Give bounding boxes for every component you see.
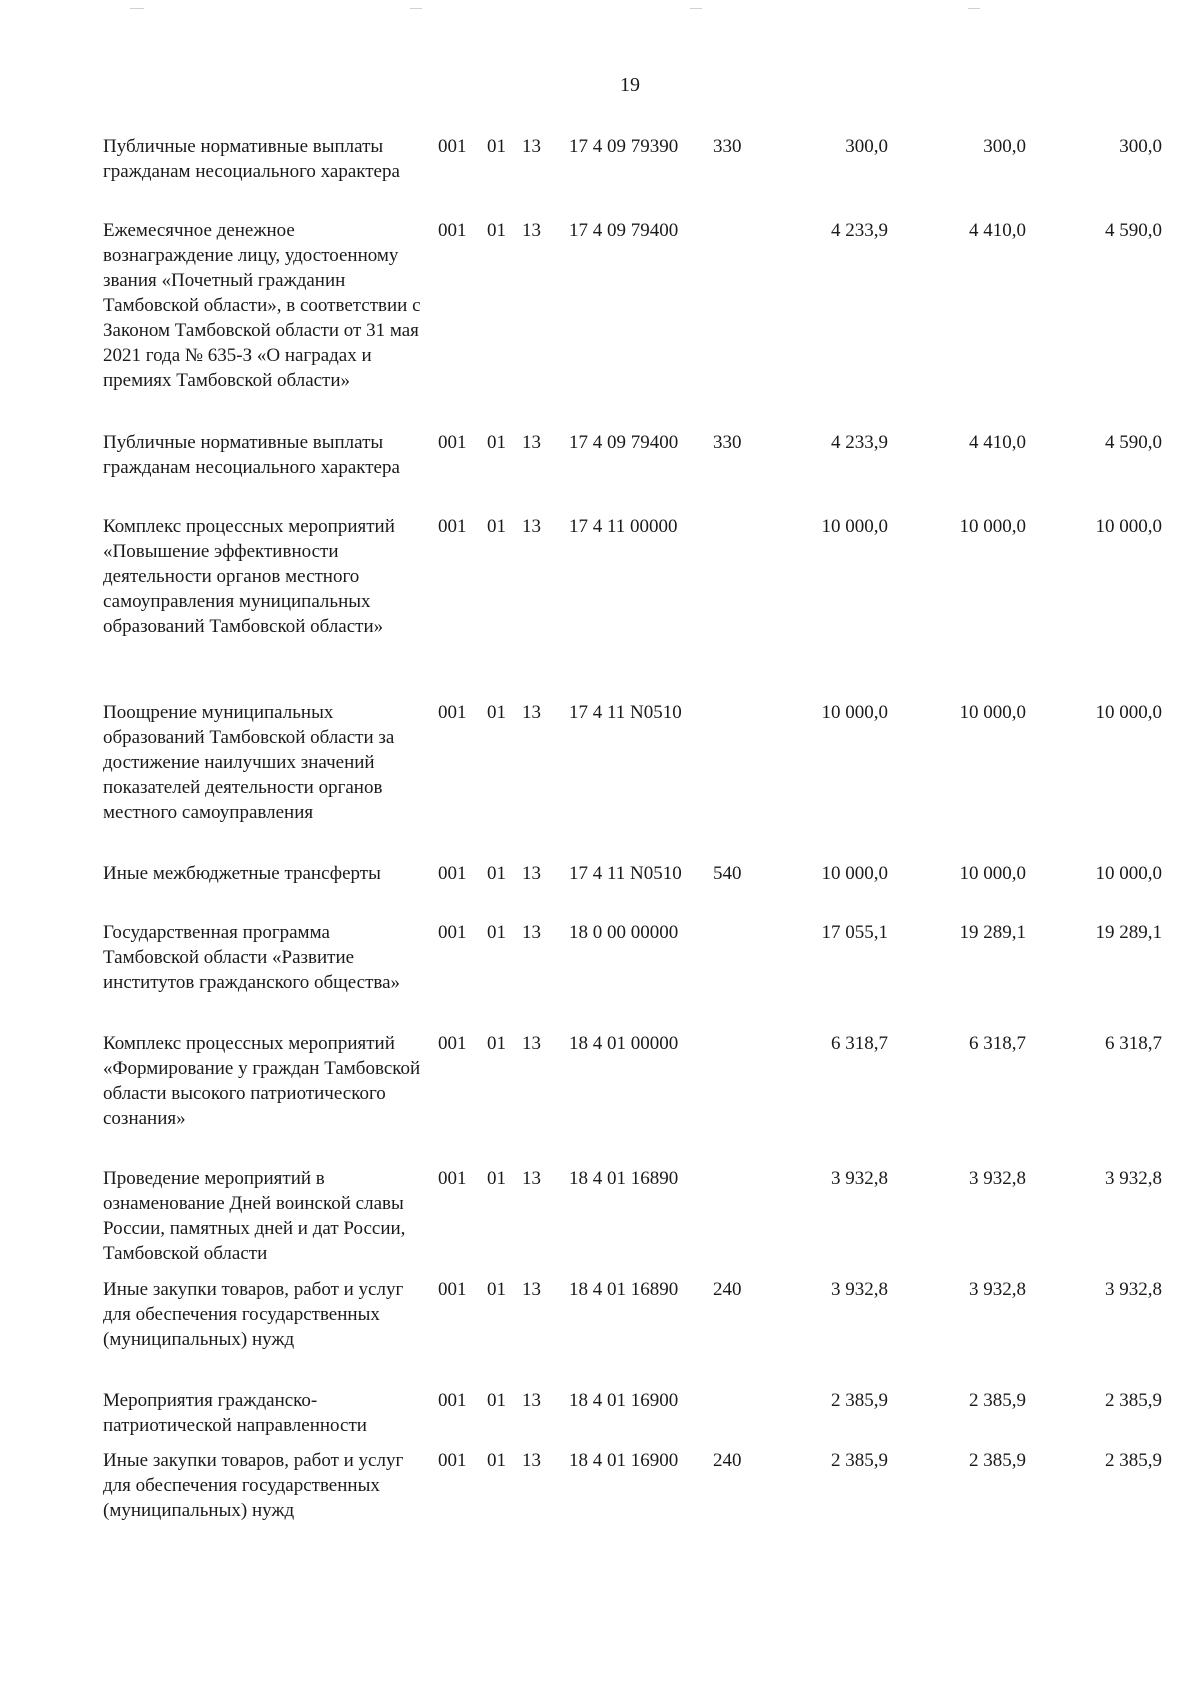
row-year2: 4 410,0: [969, 220, 1026, 241]
row-pr: 13: [522, 220, 541, 241]
scan-artifact: [968, 8, 980, 9]
row-year1: 10 000,0: [821, 863, 888, 884]
row-ved: 001: [438, 1168, 467, 1189]
row-year1: 10 000,0: [821, 516, 888, 537]
row-rz: 01: [487, 432, 506, 453]
row-rz: 01: [487, 1033, 506, 1054]
row-pr: 13: [522, 136, 541, 157]
row-vr: 240: [713, 1279, 742, 1300]
row-year3: 2 385,9: [1105, 1390, 1162, 1411]
row-year3: 3 932,8: [1105, 1168, 1162, 1189]
row-ved: 001: [438, 863, 467, 884]
row-year2: 10 000,0: [959, 863, 1026, 884]
row-name: Публичные нормативные выплаты гражданам несоциального характера: [103, 136, 400, 182]
row-rz: 01: [487, 863, 506, 884]
row-csr: 17 4 11 00000: [569, 516, 678, 537]
row-year1: 17 055,1: [821, 922, 888, 943]
row-year1: 10 000,0: [821, 702, 888, 723]
scan-artifact: [690, 8, 702, 9]
row-rz: 01: [487, 136, 506, 157]
row-pr: 13: [522, 1168, 541, 1189]
row-ved: 001: [438, 220, 467, 241]
row-year3: 10 000,0: [1095, 516, 1162, 537]
row-year1: 4 233,9: [831, 432, 888, 453]
row-year2: 10 000,0: [959, 702, 1026, 723]
row-pr: 13: [522, 1033, 541, 1054]
row-name: Иные закупки товаров, работ и услуг для обеспечения государственных (муниципальных) нужд: [103, 1450, 404, 1521]
row-csr: 18 4 01 16900: [569, 1390, 679, 1411]
row-ved: 001: [438, 1450, 467, 1471]
row-rz: 01: [487, 516, 506, 537]
row-year2: 2 385,9: [969, 1390, 1026, 1411]
row-csr: 18 4 01 16890: [569, 1279, 679, 1300]
row-year3: 6 318,7: [1105, 1033, 1162, 1054]
row-pr: 13: [522, 516, 541, 537]
row-year3: 300,0: [1119, 136, 1162, 157]
row-ved: 001: [438, 1390, 467, 1411]
row-year2: 19 289,1: [959, 922, 1026, 943]
row-ved: 001: [438, 1279, 467, 1300]
row-ved: 001: [438, 136, 467, 157]
row-year1: 3 932,8: [831, 1168, 888, 1189]
row-ved: 001: [438, 432, 467, 453]
row-name: Комплекс процессных мероприятий «Формирование у граждан Тамбовской области высокого патриотического сознания»: [103, 1033, 421, 1129]
row-pr: 13: [522, 922, 541, 943]
row-year2: 3 932,8: [969, 1279, 1026, 1300]
row-name: Проведение мероприятий в ознаменование Дней воинской славы России, памятных дней и дат России, Тамбовской области: [103, 1168, 406, 1264]
scan-artifact: [410, 8, 422, 9]
row-year1: 2 385,9: [831, 1390, 888, 1411]
row-year3: 4 590,0: [1105, 432, 1162, 453]
row-pr: 13: [522, 863, 541, 884]
row-vr: 330: [713, 136, 742, 157]
row-year3: 10 000,0: [1095, 863, 1162, 884]
row-csr: 17 4 09 79390: [569, 136, 679, 157]
row-year1: 6 318,7: [831, 1033, 888, 1054]
row-year1: 3 932,8: [831, 1279, 888, 1300]
row-rz: 01: [487, 1279, 506, 1300]
row-year1: 2 385,9: [831, 1450, 888, 1471]
row-csr: 17 4 09 79400: [569, 220, 679, 241]
row-name: Государственная программа Тамбовской области «Развитие институтов гражданского общества»: [103, 922, 401, 993]
row-name: Публичные нормативные выплаты гражданам несоциального характера: [103, 432, 400, 478]
row-csr: 17 4 11 N0510: [569, 863, 682, 884]
row-name: Иные межбюджетные трансферты: [103, 863, 381, 884]
row-year2: 4 410,0: [969, 432, 1026, 453]
row-name: Иные закупки товаров, работ и услуг для обеспечения государственных (муниципальных) нужд: [103, 1279, 404, 1350]
row-csr: 17 4 09 79400: [569, 432, 679, 453]
row-year1: 4 233,9: [831, 220, 888, 241]
row-csr: 17 4 11 N0510: [569, 702, 682, 723]
row-csr: 18 0 00 00000: [569, 922, 679, 943]
row-ved: 001: [438, 516, 467, 537]
row-pr: 13: [522, 1279, 541, 1300]
row-name: Поощрение муниципальных образований Тамбовской области за достижение наилучших значений показателей деятельности органов местного самоуправления: [103, 702, 395, 823]
row-rz: 01: [487, 1450, 506, 1471]
row-year2: 6 318,7: [969, 1033, 1026, 1054]
row-rz: 01: [487, 702, 506, 723]
row-year1: 300,0: [845, 136, 888, 157]
row-year3: 10 000,0: [1095, 702, 1162, 723]
row-year2: 3 932,8: [969, 1168, 1026, 1189]
page-number: 19: [620, 74, 640, 96]
row-rz: 01: [487, 220, 506, 241]
row-vr: 540: [713, 863, 742, 884]
row-rz: 01: [487, 1390, 506, 1411]
row-name: Комплекс процессных мероприятий «Повышение эффективности деятельности органов местного самоуправления муниципальных образований Тамбовской области»: [103, 516, 395, 637]
row-csr: 18 4 01 00000: [569, 1033, 679, 1054]
scan-artifact: [130, 8, 144, 9]
row-pr: 13: [522, 1450, 541, 1471]
row-vr: 240: [713, 1450, 742, 1471]
row-ved: 001: [438, 702, 467, 723]
row-pr: 13: [522, 1390, 541, 1411]
row-vr: 330: [713, 432, 742, 453]
row-ved: 001: [438, 922, 467, 943]
row-name: Мероприятия гражданско-патриотической направленности: [103, 1390, 367, 1436]
row-csr: 18 4 01 16900: [569, 1450, 679, 1471]
row-ved: 001: [438, 1033, 467, 1054]
row-year2: 10 000,0: [959, 516, 1026, 537]
row-name: Ежемесячное денежное вознаграждение лицу, удостоенному звания «Почетный гражданин Тамбовской области», в соответствии с Законом Тамбовской области от 31 мая 2021 года № 635-З «О наградах и премиях Тамбовской области»: [103, 220, 421, 391]
row-pr: 13: [522, 432, 541, 453]
row-year3: 2 385,9: [1105, 1450, 1162, 1471]
row-rz: 01: [487, 1168, 506, 1189]
row-year3: 19 289,1: [1095, 922, 1162, 943]
row-year3: 4 590,0: [1105, 220, 1162, 241]
row-year2: 300,0: [983, 136, 1026, 157]
row-csr: 18 4 01 16890: [569, 1168, 679, 1189]
row-rz: 01: [487, 922, 506, 943]
row-pr: 13: [522, 702, 541, 723]
row-year2: 2 385,9: [969, 1450, 1026, 1471]
row-year3: 3 932,8: [1105, 1279, 1162, 1300]
